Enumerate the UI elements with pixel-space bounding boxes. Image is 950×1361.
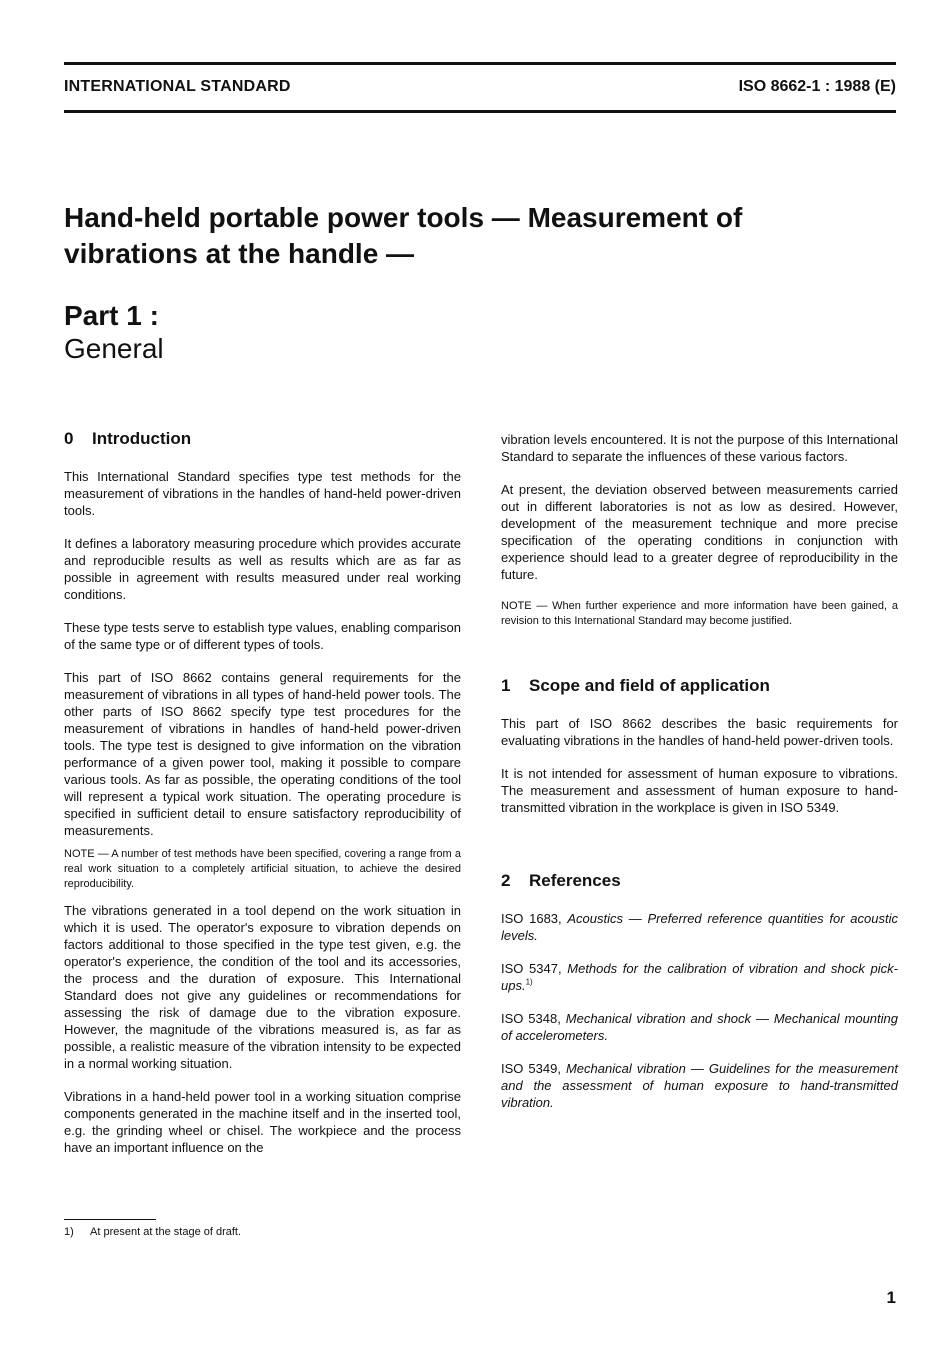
footnote-marker: 1) <box>525 977 533 987</box>
section-title: References <box>529 871 621 890</box>
page-number: 1 <box>886 1288 896 1307</box>
title-line-1: Hand-held portable power tools — Measurement of <box>64 202 743 233</box>
header-top-rule <box>64 62 896 65</box>
document-type-label: INTERNATIONAL STANDARD <box>64 78 291 95</box>
reference-code: ISO 5348, <box>501 1011 561 1026</box>
paragraph: Vibrations in a hand-held power tool in a working situation comprise components generated in the machine itself and in the inserted tool, e.g. the grinding wheel or chisel. The workpiece and the process have an important influence on the <box>64 1089 461 1155</box>
section-number: 2 <box>501 871 511 890</box>
section-heading-introduction <box>64 428 461 450</box>
reference-title: Mechanical vibration and shock — Mechanical mounting of accelerometers. <box>501 1011 898 1043</box>
section-number: 1 <box>501 676 511 695</box>
header-bottom-rule <box>64 110 896 113</box>
right-column <box>501 431 898 1127</box>
section-heading-references <box>501 870 898 892</box>
reference-item <box>501 910 898 944</box>
paragraph: At present, the deviation observed between measurements carried out in different laboratories is not as low as desired. However, development of the measurement technique and more precise specification of the operating conditions in conjunction with experience should lead to a greater degree of reproducibility in the future. <box>501 482 898 582</box>
paragraph: This part of ISO 8662 contains general requirements for the measurement of vibrations in all types of hand-held power tools. The other parts of ISO 8662 specify type test procedures for the measurement of vibrations in handles of hand-held power-driven tools. The type test is designed to give information on the vibration performance of a given power tool, making it possible to compare various tools. As far as possible, the operating conditions of the tool will represent a typical work situation. The operating procedure is specified in sufficient detail to ensure satisfactory reproducibility of measurements. <box>64 670 461 838</box>
reference-code: ISO 5349, <box>501 1061 561 1076</box>
reference-title: Methods for the calibration of vibration and shock pick-ups. <box>501 961 898 993</box>
paragraph: It is not intended for assessment of human exposure to vibrations. The measurement and assessment of human exposure to hand-transmitted vibration in the workplace is given in ISO 5349. <box>501 766 898 815</box>
reference-code: ISO 1683, <box>501 911 562 926</box>
paragraph: This part of ISO 8662 describes the basic requirements for evaluating vibrations in the handles of hand-held power-driven tools. <box>501 716 898 748</box>
note: NOTE — When further experience and more information have been gained, a revision to this International Standard may become justified. <box>501 600 898 627</box>
note: NOTE — A number of test methods have been specified, covering a range from a real work situation to a completely artificial situation, to achieve the desired reproducibility. <box>64 848 461 890</box>
part-subtitle: General <box>64 333 164 364</box>
footnote <box>64 1226 241 1238</box>
reference-title: Acoustics — Preferred reference quantities for acoustic levels. <box>501 911 898 943</box>
reference-item <box>501 1060 898 1111</box>
document-title <box>64 200 864 272</box>
section-heading-scope <box>501 675 898 697</box>
reference-code: ISO 5347, <box>501 961 562 976</box>
footnote-rule <box>64 1219 156 1220</box>
paragraph: vibration levels encountered. It is not the purpose of this International Standard to separate the influences of these various factors. <box>501 432 898 464</box>
footnote-text: At present at the stage of draft. <box>90 1226 242 1238</box>
section-title: Introduction <box>92 429 192 448</box>
footnote-mark: 1) <box>64 1226 74 1238</box>
section-title: Scope and field of application <box>529 676 770 695</box>
reference-item <box>501 1010 898 1044</box>
title-line-2: vibrations at the handle — <box>64 238 415 269</box>
reference-item <box>501 960 898 994</box>
reference-title: Mechanical vibration — Guidelines for the measurement and the assessment of human exposure to hand-transmitted vibration. <box>501 1061 898 1110</box>
paragraph: These type tests serve to establish type values, enabling comparison of the same type or of different types of tools. <box>64 620 461 652</box>
part-label: Part 1 : <box>64 300 159 331</box>
standard-number: ISO 8662-1 : 1988 (E) <box>738 78 896 95</box>
paragraph: This International Standard specifies type test methods for the measurement of vibrations in the handles of hand-held power-driven tools. <box>64 469 461 518</box>
paragraph: It defines a laboratory measuring procedure which provides accurate and reproducible results as well as results which are as far as possible in agreement with results measured under real working conditions. <box>64 536 461 602</box>
section-number: 0 <box>64 429 74 448</box>
paragraph: The vibrations generated in a tool depend on the work situation in which it is used. The operator's exposure to vibration depends on factors additional to those specified in the type test given, e.g. the operator's experience, the condition of the tool and its accessories, the process and the duration of exposure. This International Standard does not give any guidelines or recommendations for assessing the risk of damage due to the vibration exposure. However, the magnitude of the vibrations measured is, as far as possible, a realistic measure of the vibration intensity to be expected in a normal working situation. <box>64 903 461 1071</box>
left-column <box>64 428 461 1172</box>
